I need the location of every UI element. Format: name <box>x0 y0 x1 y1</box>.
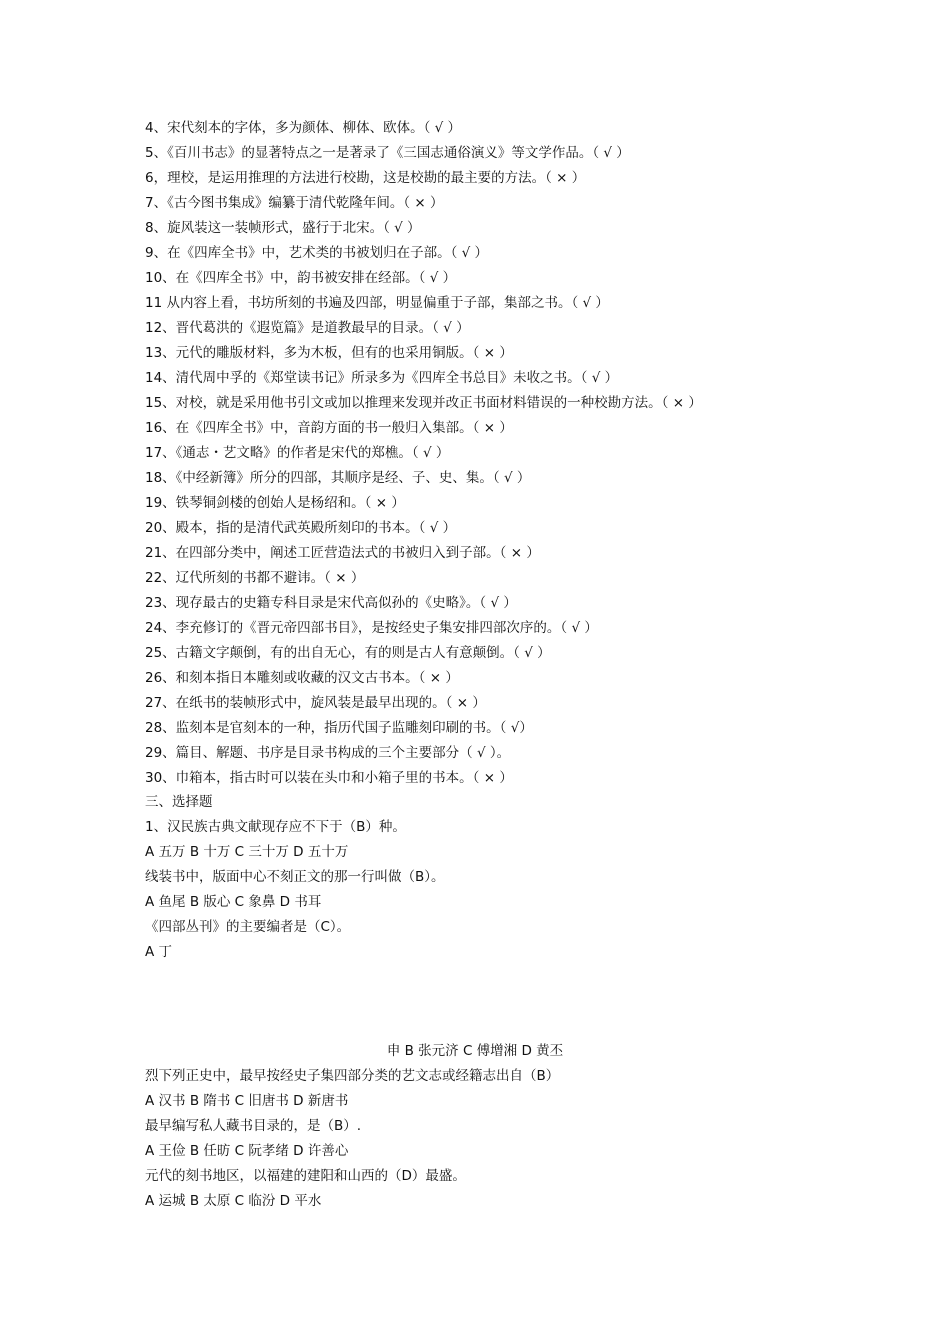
judgement-item-11: 11 从内容上看，书坊所刻的书遍及四部，明显偏重于子部，集部之书。（ √ ） <box>145 295 609 311</box>
judgement-item-29: 29、篇目、解题、书序是目录书构成的三个主要部分（ √ ）。 <box>145 745 511 761</box>
choice-options-6: A 运城 B 太原 C 临汾 D 平水 <box>145 1193 322 1209</box>
judgement-item-14: 14、清代周中孚的《郑堂读书记》所录多为《四库全书总目》未收之书。（ √ ） <box>145 370 619 386</box>
choice-options-2: A 鱼尾 B 版心 C 象鼻 D 书耳 <box>145 894 322 910</box>
choice-question-1: 1、汉民族古典文献现存应不下于（B）种。 <box>145 819 406 835</box>
choice-question-4: 烈下列正史中，最早按经史子集四部分类的艺文志或经籍志出自（B） <box>145 1068 560 1084</box>
choice-options-3-continued: 申 B 张元济 C 傅增湘 D 黄丕 <box>386 1043 564 1059</box>
choice-options-5: A 王俭 B 任昉 C 阮孝绪 D 许善心 <box>145 1143 349 1159</box>
choice-options-3-start: A 丁 <box>145 944 173 960</box>
judgement-item-6: 6，理校，是运用推理的方法进行校勘，这是校勘的最主要的方法。（ × ） <box>145 170 586 186</box>
choice-question-5: 最早编写私人藏书目录的，是（B）. <box>145 1118 362 1134</box>
judgement-item-25: 25、古籍文字颠倒，有的出自无心，有的则是古人有意颠倒。（ √ ） <box>145 645 551 661</box>
judgement-item-19: 19、铁琴铜剑楼的创始人是杨绍和。（ × ） <box>145 495 405 511</box>
section-title: 三、选择题 <box>145 794 213 810</box>
judgement-item-30: 30、巾箱本，指古时可以装在头巾和小箱子里的书本。（ × ） <box>145 770 513 786</box>
judgement-item-22: 22、辽代所刻的书都不避讳。（ × ） <box>145 570 365 586</box>
judgement-item-20: 20、殿本，指的是清代武英殿所刻印的书本。（ √ ） <box>145 520 457 536</box>
judgement-item-9: 9、在《四库全书》中，艺术类的书被划归在子部。（ √ ） <box>145 245 489 261</box>
choice-options-1: A 五万 B 十万 C 三十万 D 五十万 <box>145 844 349 860</box>
choice-question-3: 《四部丛刊》的主要编者是（C）。 <box>145 919 351 935</box>
judgement-item-21: 21、在四部分类中，阐述工匠营造法式的书被归入到子部。（ × ） <box>145 545 540 561</box>
judgement-item-7: 7、《古今图书集成》编纂于清代乾隆年间。（ × ） <box>145 195 444 211</box>
judgement-item-26: 26、和刻本指日本雕刻或收藏的汉文古书本。（ × ） <box>145 670 459 686</box>
judgement-item-17: 17、《通志・艺文略》的作者是宋代的郑樵。（ √ ） <box>145 445 450 461</box>
choice-options-4: A 汉书 B 隋书 C 旧唐书 D 新唐书 <box>145 1093 349 1109</box>
judgement-item-15: 15、对校，就是采用他书引文或加以推理来发现并改正书面材料错误的一种校勘方法。（ × ） <box>145 395 702 411</box>
judgement-item-5: 5、《百川书志》的显著特点之一是著录了《三国志通俗演义》等文学作品。（ √ ） <box>145 145 630 161</box>
judgement-item-16: 16、在《四库全书》中，音韵方面的书一般归入集部。（ × ） <box>145 420 513 436</box>
judgement-item-10: 10、在《四库全书》中，韵书被安排在经部。（ √ ） <box>145 270 457 286</box>
judgement-item-12: 12、晋代葛洪的《遐览篇》是道教最早的目录。（ √ ） <box>145 320 470 336</box>
judgement-item-24: 24、李充修订的《晋元帝四部书目》，是按经史子集安排四部次序的。（ √ ） <box>145 620 598 636</box>
choice-question-6: 元代的刻书地区，以福建的建阳和山西的（D）最盛。 <box>145 1168 466 1184</box>
judgement-item-23: 23、现存最古的史籍专科目录是宋代高似孙的《史略》。（ √ ） <box>145 595 517 611</box>
judgement-item-28: 28、监刻本是官刻本的一种，指历代国子监雕刻印刷的书。（ √） <box>145 720 533 736</box>
judgement-item-27: 27、在纸书的装帧形式中，旋风装是最早出现的。（ × ） <box>145 695 486 711</box>
judgement-item-18: 18、《中经新簿》所分的四部，其顺序是经、子、史、集。（ √ ） <box>145 470 531 486</box>
judgement-item-4: 4、宋代刻本的字体，多为颜体、柳体、欧体。（ √ ） <box>145 120 462 136</box>
choice-question-2: 线装书中，版面中心不刻正文的那一行叫做（B）。 <box>145 869 445 885</box>
judgement-item-8: 8、旋风装这一装帧形式，盛行于北宋。（ √ ） <box>145 220 421 236</box>
judgement-item-13: 13、元代的雕版材料，多为木板，但有的也采用铜版。（ × ） <box>145 345 513 361</box>
